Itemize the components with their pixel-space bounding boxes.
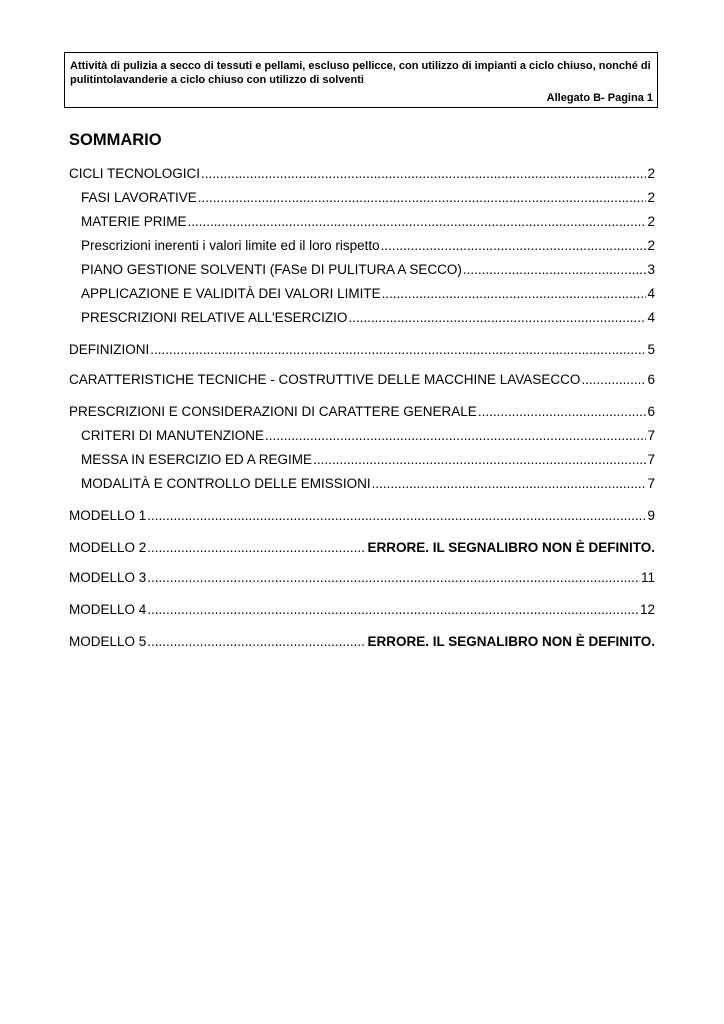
- toc-leader-dots: [147, 632, 366, 652]
- toc-entry-label: MODELLO 4: [69, 602, 147, 617]
- toc-leader-dots: [313, 450, 646, 470]
- toc-leader-dots: [150, 340, 646, 360]
- toc-entry-page: 5: [647, 342, 655, 357]
- toc-entry-label: MATERIE PRIME: [81, 214, 187, 229]
- toc-entry[interactable]: [81, 188, 655, 208]
- toc-entry-page: 3: [647, 262, 655, 277]
- toc-entry-page: 6: [647, 404, 655, 419]
- toc-entry[interactable]: [69, 632, 655, 652]
- summary-title: SOMMARIO: [69, 131, 162, 149]
- toc-leader-dots: [265, 426, 646, 446]
- toc-leader-dots: [581, 370, 646, 390]
- document-header: [64, 52, 658, 108]
- toc-entry[interactable]: [81, 260, 655, 280]
- toc-leader-dots: [188, 212, 647, 232]
- toc-entry-label: PRESCRIZIONI RELATIVE ALL'ESERCIZIO: [81, 310, 348, 325]
- toc-entry[interactable]: [69, 164, 655, 184]
- toc-leader-dots: [348, 308, 646, 328]
- toc-entry-label: Prescrizioni inerenti i valori limite ed il loro rispetto: [81, 238, 380, 253]
- toc-entry-label: MODELLO 5: [69, 634, 147, 649]
- toc-entry[interactable]: [81, 474, 655, 494]
- toc-entry[interactable]: [69, 506, 655, 526]
- toc-entry-page: 2: [647, 190, 655, 205]
- toc-entry[interactable]: [69, 600, 655, 620]
- toc-entry-label: FASI LAVORATIVE: [81, 190, 197, 205]
- toc-entry[interactable]: [81, 308, 655, 328]
- toc-entry-page: 2: [647, 166, 655, 181]
- toc-entry-page: 11: [640, 570, 655, 585]
- toc-entry[interactable]: [69, 370, 655, 390]
- toc-entry-label: PIANO GESTIONE SOLVENTI (FASe DI PULITURA A SECCO): [81, 262, 462, 277]
- toc-entry-label: PRESCRIZIONI E CONSIDERAZIONI DI CARATTERE GENERALE: [69, 404, 477, 419]
- toc-entry-page: 4: [647, 310, 655, 325]
- toc-leader-dots: [147, 568, 640, 588]
- toc-leader-dots: [372, 474, 647, 494]
- toc-entry-page: 7: [647, 476, 655, 491]
- toc-leader-dots: [147, 600, 639, 620]
- toc-entry[interactable]: [81, 426, 655, 446]
- toc-entry-page: 6: [647, 372, 655, 387]
- toc-entry-label: DEFINIZIONI: [69, 342, 150, 357]
- toc-entry[interactable]: [69, 402, 655, 422]
- toc-leader-dots: [382, 284, 647, 304]
- toc-entry-label: CARATTERISTICHE TECNICHE - COSTRUTTIVE DELLE MACCHINE LAVASECCO: [69, 372, 581, 387]
- toc-leader-dots: [198, 188, 647, 208]
- toc-entry-page: 2: [647, 238, 655, 253]
- toc-entry-label: CICLI TECNOLOGICI: [69, 166, 201, 181]
- header-page-label: Allegato B- Pagina 1: [546, 91, 653, 104]
- toc-entry-label: MODALITÀ E CONTROLLO DELLE EMISSIONI: [81, 476, 371, 491]
- toc-entry-page: 12: [639, 602, 655, 617]
- toc-entry[interactable]: [69, 568, 655, 588]
- toc-entry-page: 9: [647, 508, 655, 523]
- toc-entry-label: MODELLO 1: [69, 508, 147, 523]
- toc-entry-label: MESSA IN ESERCIZIO ED A REGIME: [81, 452, 313, 467]
- toc-entry-label: MODELLO 2: [69, 540, 147, 555]
- toc-leader-dots: [147, 506, 646, 526]
- toc-entry-page: 7: [647, 452, 655, 467]
- toc-entry-page: 4: [647, 286, 655, 301]
- toc-entry-label: MODELLO 3: [69, 570, 147, 585]
- toc-entry-page-error: ERRORE. IL SEGNALIBRO NON È DEFINITO.: [367, 634, 655, 649]
- toc-entry-page: 2: [647, 214, 655, 229]
- toc-leader-dots: [478, 402, 647, 422]
- toc-leader-dots: [381, 236, 647, 256]
- toc-entry-label: APPLICAZIONE E VALIDITÀ DEI VALORI LIMITE: [81, 286, 381, 301]
- header-title: Attività di pulizia a secco di tessuti e pellami, escluso pellicce, con utilizzo di impianti a ciclo chiuso, nonché di pulitintolavanderie a ciclo chiuso con utilizzo di solventi: [70, 60, 651, 86]
- toc-leader-dots: [201, 164, 646, 184]
- toc-entry-page: 7: [647, 428, 655, 443]
- toc-entry-page-error: ERRORE. IL SEGNALIBRO NON È DEFINITO.: [367, 540, 655, 555]
- toc-entry[interactable]: [69, 538, 655, 558]
- toc-leader-dots: [147, 538, 366, 558]
- toc-entry[interactable]: [81, 450, 655, 470]
- toc-entry[interactable]: [81, 212, 655, 232]
- toc-leader-dots: [463, 260, 647, 280]
- toc-entry-label: CRITERI DI MANUTENZIONE: [81, 428, 265, 443]
- toc-entry[interactable]: [81, 236, 655, 256]
- toc-entry[interactable]: [69, 340, 655, 360]
- toc-entry[interactable]: [81, 284, 655, 304]
